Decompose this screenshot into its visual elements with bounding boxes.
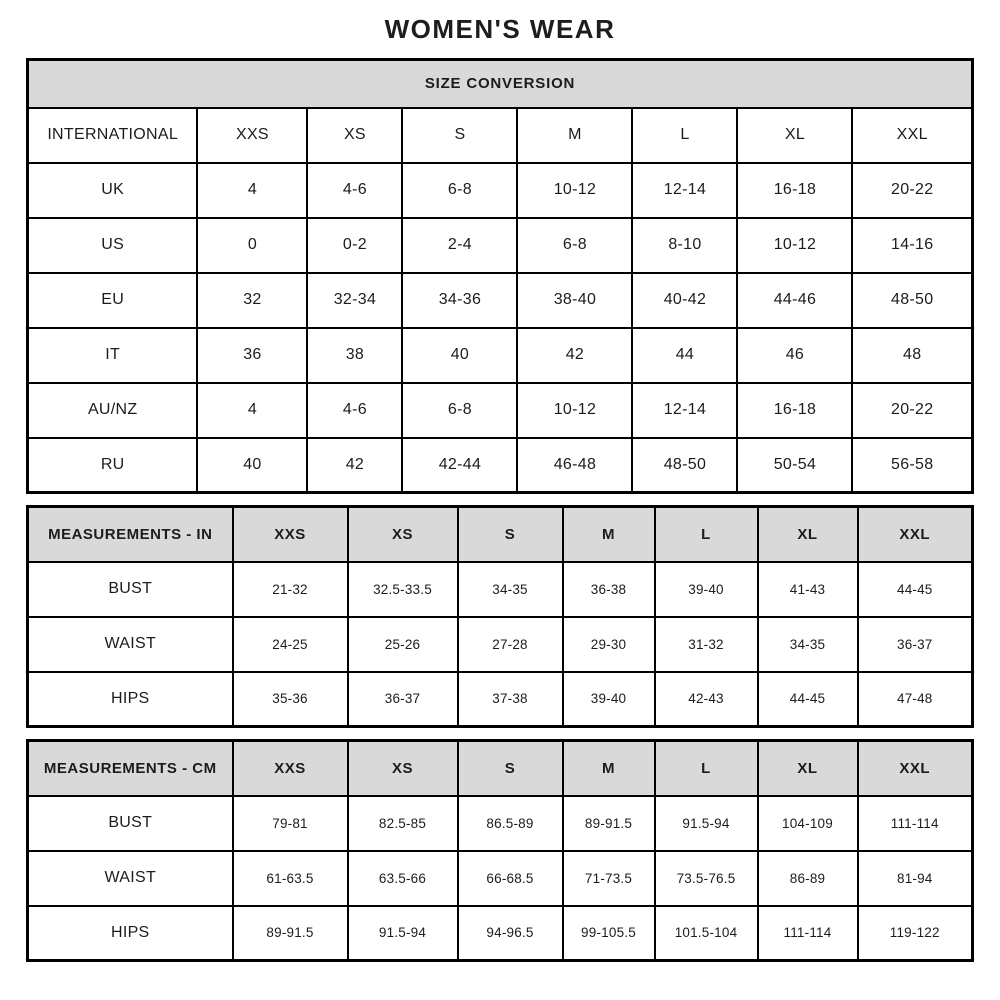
- size-value-cell: 50-54: [737, 438, 852, 493]
- size-value-cell: 25-26: [348, 617, 458, 672]
- size-value-cell: 34-35: [458, 562, 563, 617]
- size-value-cell: 48: [852, 328, 972, 383]
- measurements-cm-size-header-cell: XL: [758, 741, 858, 796]
- size-value-cell: 21-32: [233, 562, 348, 617]
- size-value-cell: 94-96.5: [458, 906, 563, 961]
- size-conversion-size-header-cell: XXS: [197, 108, 307, 163]
- size-value-cell: 29-30: [563, 617, 655, 672]
- size-conversion-size-header-cell: M: [517, 108, 632, 163]
- size-value-cell: 32.5-33.5: [348, 562, 458, 617]
- size-value-cell: 101.5-104: [655, 906, 758, 961]
- size-value-cell: 44-45: [758, 672, 858, 727]
- measurements-cm-size-header-cell: S: [458, 741, 563, 796]
- size-value-cell: 89-91.5: [233, 906, 348, 961]
- size-conversion-size-header-cell: XL: [737, 108, 852, 163]
- size-value-cell: 39-40: [563, 672, 655, 727]
- size-value-cell: 44-46: [737, 273, 852, 328]
- measurements-cm-size-header-cell: XXS: [233, 741, 348, 796]
- size-value-cell: 89-91.5: [563, 796, 655, 851]
- measurements-in-header-label: MEASUREMENTS - IN: [28, 507, 233, 562]
- size-value-cell: 91.5-94: [348, 906, 458, 961]
- table-row: [28, 851, 973, 906]
- size-value-cell: 66-68.5: [458, 851, 563, 906]
- size-conversion-size-header-cell: L: [632, 108, 737, 163]
- size-value-cell: 36-37: [858, 617, 973, 672]
- size-value-cell: 111-114: [858, 796, 973, 851]
- table-row: [27, 438, 972, 493]
- size-value-cell: 16-18: [737, 163, 852, 218]
- size-value-cell: 38-40: [517, 273, 632, 328]
- size-value-cell: 86-89: [758, 851, 858, 906]
- size-value-cell: 119-122: [858, 906, 973, 961]
- row-label: IT: [27, 328, 197, 383]
- size-value-cell: 41-43: [758, 562, 858, 617]
- row-label: AU/NZ: [27, 383, 197, 438]
- size-conversion-header-label: INTERNATIONAL: [27, 108, 197, 163]
- size-value-cell: 10-12: [517, 163, 632, 218]
- size-value-cell: 37-38: [458, 672, 563, 727]
- row-label: HIPS: [28, 906, 233, 961]
- size-value-cell: 0: [197, 218, 307, 273]
- measurements-in-size-header-cell: M: [563, 507, 655, 562]
- size-value-cell: 14-16: [852, 218, 972, 273]
- size-value-cell: 36: [197, 328, 307, 383]
- size-value-cell: 27-28: [458, 617, 563, 672]
- table-row: [27, 383, 972, 438]
- size-value-cell: 56-58: [852, 438, 972, 493]
- size-value-cell: 71-73.5: [563, 851, 655, 906]
- table-row: [27, 273, 972, 328]
- size-value-cell: 40-42: [632, 273, 737, 328]
- row-label: EU: [27, 273, 197, 328]
- size-value-cell: 4-6: [307, 163, 402, 218]
- size-value-cell: 36-38: [563, 562, 655, 617]
- measurements-cm-size-header-cell: XS: [348, 741, 458, 796]
- size-value-cell: 42-44: [402, 438, 517, 493]
- size-conversion-size-header-cell: S: [402, 108, 517, 163]
- row-label: WAIST: [28, 617, 233, 672]
- size-value-cell: 73.5-76.5: [655, 851, 758, 906]
- row-label: UK: [27, 163, 197, 218]
- measurements-cm-size-header-cell: XXL: [858, 741, 973, 796]
- size-value-cell: 39-40: [655, 562, 758, 617]
- size-value-cell: 32-34: [307, 273, 402, 328]
- size-value-cell: 2-4: [402, 218, 517, 273]
- measurements-cm-size-header-cell: L: [655, 741, 758, 796]
- measurements-cm-table: [26, 739, 974, 962]
- size-value-cell: 8-10: [632, 218, 737, 273]
- size-value-cell: 32: [197, 273, 307, 328]
- size-value-cell: 4: [197, 163, 307, 218]
- table-row: [28, 796, 973, 851]
- size-value-cell: 6-8: [402, 163, 517, 218]
- size-value-cell: 42: [517, 328, 632, 383]
- tables-container: [0, 58, 1000, 962]
- size-value-cell: 42-43: [655, 672, 758, 727]
- size-value-cell: 40: [197, 438, 307, 493]
- size-value-cell: 4-6: [307, 383, 402, 438]
- table-row: [28, 672, 973, 727]
- size-value-cell: 6-8: [402, 383, 517, 438]
- size-value-cell: 35-36: [233, 672, 348, 727]
- size-value-cell: 44: [632, 328, 737, 383]
- size-value-cell: 20-22: [852, 383, 972, 438]
- measurements-in-size-header-cell: S: [458, 507, 563, 562]
- page-title: WOMEN'S WEAR: [384, 14, 616, 44]
- size-value-cell: 10-12: [517, 383, 632, 438]
- table-row: [28, 562, 973, 617]
- size-conversion-size-header-cell: XXL: [852, 108, 972, 163]
- size-value-cell: 12-14: [632, 163, 737, 218]
- table-row: [28, 617, 973, 672]
- size-value-cell: 46-48: [517, 438, 632, 493]
- size-value-cell: 34-35: [758, 617, 858, 672]
- measurements-in-size-header-cell: XL: [758, 507, 858, 562]
- table-row: [27, 163, 972, 218]
- size-value-cell: 10-12: [737, 218, 852, 273]
- size-conversion-table: [26, 58, 974, 494]
- row-label: BUST: [28, 796, 233, 851]
- size-value-cell: 79-81: [233, 796, 348, 851]
- row-label: US: [27, 218, 197, 273]
- size-value-cell: 99-105.5: [563, 906, 655, 961]
- size-value-cell: 31-32: [655, 617, 758, 672]
- size-value-cell: 48-50: [852, 273, 972, 328]
- size-value-cell: 38: [307, 328, 402, 383]
- table-row: [28, 906, 973, 961]
- size-value-cell: 12-14: [632, 383, 737, 438]
- size-value-cell: 82.5-85: [348, 796, 458, 851]
- size-value-cell: 86.5-89: [458, 796, 563, 851]
- size-value-cell: 48-50: [632, 438, 737, 493]
- size-value-cell: 16-18: [737, 383, 852, 438]
- size-value-cell: 40: [402, 328, 517, 383]
- size-value-cell: 111-114: [758, 906, 858, 961]
- size-conversion-size-header-cell: XS: [307, 108, 402, 163]
- measurements-cm-header-label: MEASUREMENTS - CM: [28, 741, 233, 796]
- size-value-cell: 81-94: [858, 851, 973, 906]
- size-value-cell: 104-109: [758, 796, 858, 851]
- size-value-cell: 36-37: [348, 672, 458, 727]
- measurements-in-table: [26, 505, 974, 728]
- measurements-in-size-header-cell: XS: [348, 507, 458, 562]
- size-value-cell: 24-25: [233, 617, 348, 672]
- size-value-cell: 20-22: [852, 163, 972, 218]
- size-value-cell: 6-8: [517, 218, 632, 273]
- size-value-cell: 42: [307, 438, 402, 493]
- row-label: HIPS: [28, 672, 233, 727]
- measurements-cm-size-header-cell: M: [563, 741, 655, 796]
- row-label: BUST: [28, 562, 233, 617]
- table-row: [27, 218, 972, 273]
- size-value-cell: 46: [737, 328, 852, 383]
- size-value-cell: 4: [197, 383, 307, 438]
- size-value-cell: 91.5-94: [655, 796, 758, 851]
- table-row: [27, 328, 972, 383]
- row-label: WAIST: [28, 851, 233, 906]
- measurements-in-size-header-cell: XXS: [233, 507, 348, 562]
- size-value-cell: 0-2: [307, 218, 402, 273]
- row-label: RU: [27, 438, 197, 493]
- measurements-in-size-header-cell: L: [655, 507, 758, 562]
- size-conversion-band-title: SIZE CONVERSION: [27, 60, 972, 108]
- size-value-cell: 61-63.5: [233, 851, 348, 906]
- size-value-cell: 63.5-66: [348, 851, 458, 906]
- measurements-in-size-header-cell: XXL: [858, 507, 973, 562]
- size-value-cell: 34-36: [402, 273, 517, 328]
- size-value-cell: 44-45: [858, 562, 973, 617]
- size-value-cell: 47-48: [858, 672, 973, 727]
